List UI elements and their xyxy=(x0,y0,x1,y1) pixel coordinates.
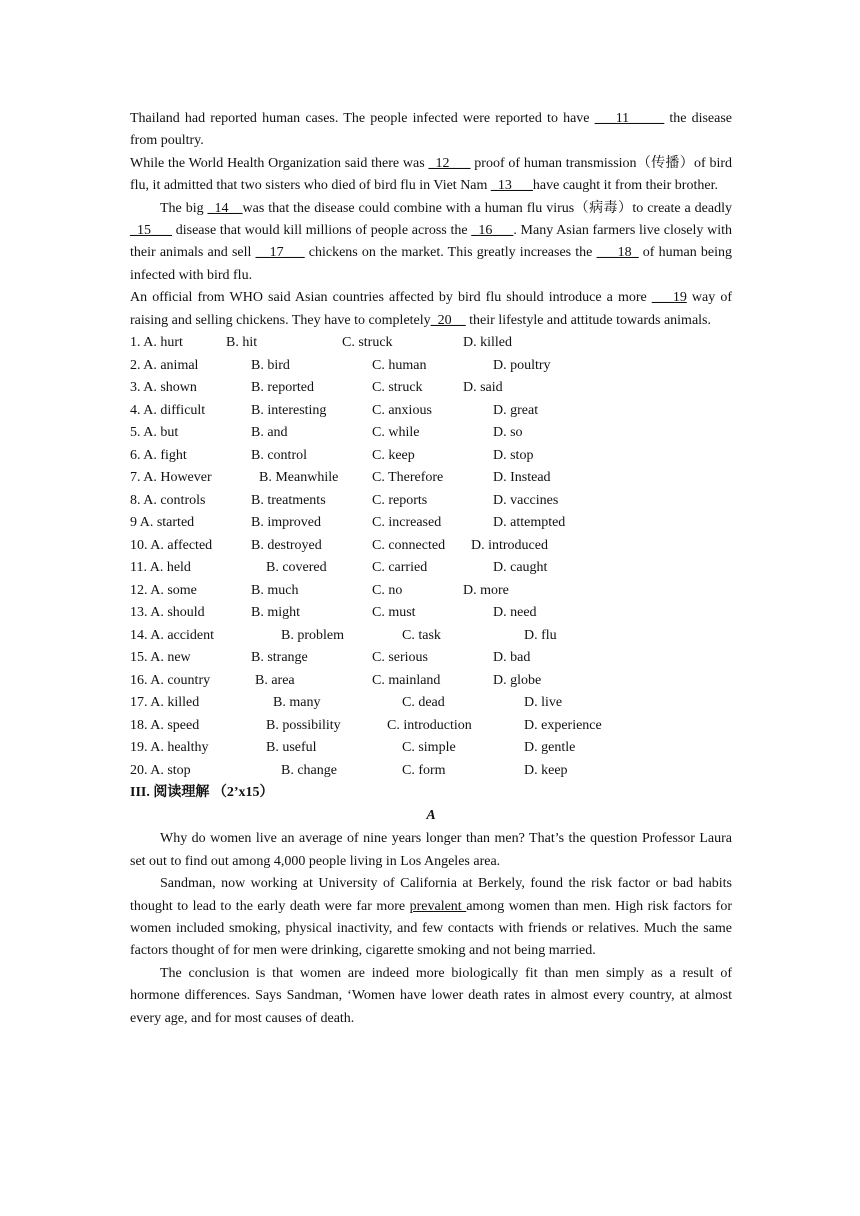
option-choice: D. live xyxy=(524,695,563,711)
blank-12: _12___ xyxy=(428,155,471,171)
text: the disease from poultry. xyxy=(130,111,733,149)
text: way of raising and selling chickens. They have to completely xyxy=(130,290,732,328)
option-choice: 2. A. animal xyxy=(130,357,199,373)
blank-19: ___19 xyxy=(651,290,687,306)
options-list xyxy=(130,332,732,782)
option-choice: C. struck xyxy=(372,380,423,396)
option-choice: 16. A. country xyxy=(130,672,211,688)
section-title: III. 阅读理解 （2’x15） xyxy=(130,785,274,801)
option-choice: C. connected xyxy=(372,537,446,553)
option-choice: D. poultry xyxy=(493,357,551,373)
option-choice: C. carried xyxy=(372,560,428,576)
option-choice: D. vaccines xyxy=(493,492,559,508)
option-choice: 1. A. hurt xyxy=(130,335,183,351)
option-choice: 14. A. accident xyxy=(130,627,214,643)
passage-paragraph-1: Why do women live an average of nine years longer than men? That’s the question Professor Laura set out to find out among 4,000 people living in Los Angeles area. xyxy=(130,831,732,869)
option-choice: D. more xyxy=(463,582,509,598)
cloze-paragraph-2 xyxy=(130,153,732,198)
option-row xyxy=(130,490,732,513)
text: chickens on the market. This greatly increases the xyxy=(304,245,597,261)
text: proof of human transmission（传播）of bird flu, it admitted that two sisters who died of bird flu in Viet Nam xyxy=(130,155,732,194)
option-choice: B. interesting xyxy=(251,402,327,418)
option-row xyxy=(130,400,732,423)
option-choice: B. might xyxy=(251,605,301,621)
option-choice: D. flu xyxy=(524,627,557,643)
passage-paragraph-3: The conclusion is that women are indeed more biologically fit than men simply as a result of hormone differences. Says Sandman, ‘Women have lower death rates in almost every country, at almost every age, and for most causes of death. xyxy=(130,965,732,1026)
option-choice: 6. A. fight xyxy=(130,447,187,463)
text: was that the disease could combine with a human flu virus（病毒）to create a deadly xyxy=(242,200,733,216)
option-choice: 4. A. difficult xyxy=(130,402,206,418)
underlined-word: prevalent xyxy=(409,898,467,914)
option-choice: D. need xyxy=(493,605,537,621)
option-row xyxy=(130,422,732,445)
option-row xyxy=(130,535,732,558)
text: disease that would kill millions of people across the xyxy=(172,223,472,239)
option-row xyxy=(130,715,732,738)
passage-paragraph-2 xyxy=(130,873,732,963)
option-choice: B. possibility xyxy=(266,717,341,733)
cloze-paragraph-1 xyxy=(130,108,732,153)
document-page xyxy=(130,108,732,1030)
option-choice: 13. A. should xyxy=(130,605,205,621)
option-row xyxy=(130,355,732,378)
option-choice: D. said xyxy=(463,380,503,396)
blank-18: ___18_ xyxy=(596,245,639,261)
option-row xyxy=(130,557,732,580)
text: among women than men. High risk factors for women included smoking, physical inactivity, and few contacts with friends or relatives. Much the same factors thought of for men were drinking, cigarette smoking and not being married. xyxy=(130,898,732,959)
text: Sandman, now working at University of California at Berkely, found the risk factor or bad habits thought to lead to the early death were far more xyxy=(130,876,732,914)
option-choice: C. simple xyxy=(402,740,456,756)
option-choice: D. great xyxy=(493,402,539,418)
option-choice: 7. A. However xyxy=(130,470,212,486)
option-choice: B. change xyxy=(281,762,337,778)
text: While the World Health Organization said there was xyxy=(130,155,429,171)
option-choice: 12. A. some xyxy=(130,582,197,598)
option-row xyxy=(130,625,732,648)
option-choice: 18. A. speed xyxy=(130,717,200,733)
option-choice: D. killed xyxy=(463,335,512,351)
option-choice: 3. A. shown xyxy=(130,380,197,396)
option-choice: B. improved xyxy=(251,515,321,531)
option-choice: D. attempted xyxy=(493,515,566,531)
option-choice: D. so xyxy=(493,425,523,441)
text: have caught it from their brother. xyxy=(532,178,718,194)
option-row xyxy=(130,670,732,693)
option-choice: C. human xyxy=(372,357,427,373)
option-row xyxy=(130,602,732,625)
option-choice: D. experience xyxy=(524,717,602,733)
text: An official from WHO said Asian countries affected by bird flu should introduce a more xyxy=(130,290,652,306)
option-choice: C. keep xyxy=(372,447,415,463)
option-row xyxy=(130,377,732,400)
option-choice: 5. A. but xyxy=(130,425,179,441)
option-choice: B. covered xyxy=(266,560,327,576)
option-choice: 11. A. held xyxy=(130,560,191,576)
option-choice: B. reported xyxy=(251,380,314,396)
option-row xyxy=(130,332,732,355)
option-choice: D. Instead xyxy=(493,470,551,486)
cloze-paragraph-3 xyxy=(130,198,732,288)
text: The big xyxy=(160,200,208,216)
option-choice: C. no xyxy=(372,582,403,598)
option-row xyxy=(130,737,732,760)
blank-16: _16___ xyxy=(471,223,514,239)
option-choice: D. stop xyxy=(493,447,534,463)
text: Thailand had reported human cases. The people infected were reported to have xyxy=(130,111,595,126)
passage-label: A xyxy=(426,808,436,824)
option-choice: D. keep xyxy=(524,762,568,778)
option-choice: 9 A. started xyxy=(130,515,195,531)
option-choice: C. introduction xyxy=(387,717,472,733)
option-row xyxy=(130,760,732,783)
blank-17: __17___ xyxy=(255,245,305,261)
option-choice: B. much xyxy=(251,582,299,598)
option-choice: D. gentle xyxy=(524,740,576,756)
text: of human being infected with bird flu. xyxy=(130,245,732,283)
text: their lifestyle and attitude towards animals. xyxy=(465,312,711,328)
blank-15: _15___ xyxy=(130,223,172,239)
option-choice: D. bad xyxy=(493,650,531,666)
blank-13: _13___ xyxy=(490,178,533,194)
option-choice: 8. A. controls xyxy=(130,492,206,508)
option-choice: B. bird xyxy=(251,357,290,373)
option-choice: C. must xyxy=(372,605,416,621)
option-choice: D. globe xyxy=(493,672,542,688)
option-choice: C. increased xyxy=(372,515,442,531)
option-choice: 17. A. killed xyxy=(130,695,200,711)
option-choice: B. destroyed xyxy=(251,537,322,553)
option-choice: B. treatments xyxy=(251,492,326,508)
option-choice: C. while xyxy=(372,425,420,441)
option-choice: B. area xyxy=(255,672,295,688)
option-row xyxy=(130,467,732,490)
option-choice: C. task xyxy=(402,627,441,643)
option-choice: 15. A. new xyxy=(130,650,191,666)
option-choice: 20. A. stop xyxy=(130,762,191,778)
option-choice: B. and xyxy=(251,425,288,441)
option-row xyxy=(130,692,732,715)
option-choice: C. serious xyxy=(372,650,428,666)
blank-14: _14__ xyxy=(207,200,243,216)
blank-11: ___11_____ xyxy=(594,111,665,126)
option-choice: C. mainland xyxy=(372,672,441,688)
blank-20: _20__ xyxy=(430,312,466,328)
option-choice: B. many xyxy=(273,695,321,711)
option-choice: D. introduced xyxy=(471,537,548,553)
option-choice: B. control xyxy=(251,447,307,463)
option-choice: C. reports xyxy=(372,492,428,508)
option-choice: C. form xyxy=(402,762,446,778)
text: . Many Asian farmers live closely with their animals and sell xyxy=(130,223,733,261)
option-choice: 10. A. affected xyxy=(130,537,213,553)
option-choice: C. Therefore xyxy=(372,470,444,486)
cloze-paragraph-4 xyxy=(130,287,732,332)
option-row xyxy=(130,580,732,603)
option-choice: B. useful xyxy=(266,740,317,756)
option-row xyxy=(130,647,732,670)
option-choice: B. Meanwhile xyxy=(259,470,339,486)
option-choice: B. hit xyxy=(226,335,258,351)
option-choice: B. problem xyxy=(281,627,344,643)
option-row xyxy=(130,445,732,468)
option-choice: 19. A. healthy xyxy=(130,740,209,756)
option-choice: C. anxious xyxy=(372,402,432,418)
option-choice: B. strange xyxy=(251,650,308,666)
option-choice: C. dead xyxy=(402,695,445,711)
option-choice: D. caught xyxy=(493,560,548,576)
option-choice: C. struck xyxy=(342,335,393,351)
option-row xyxy=(130,512,732,535)
